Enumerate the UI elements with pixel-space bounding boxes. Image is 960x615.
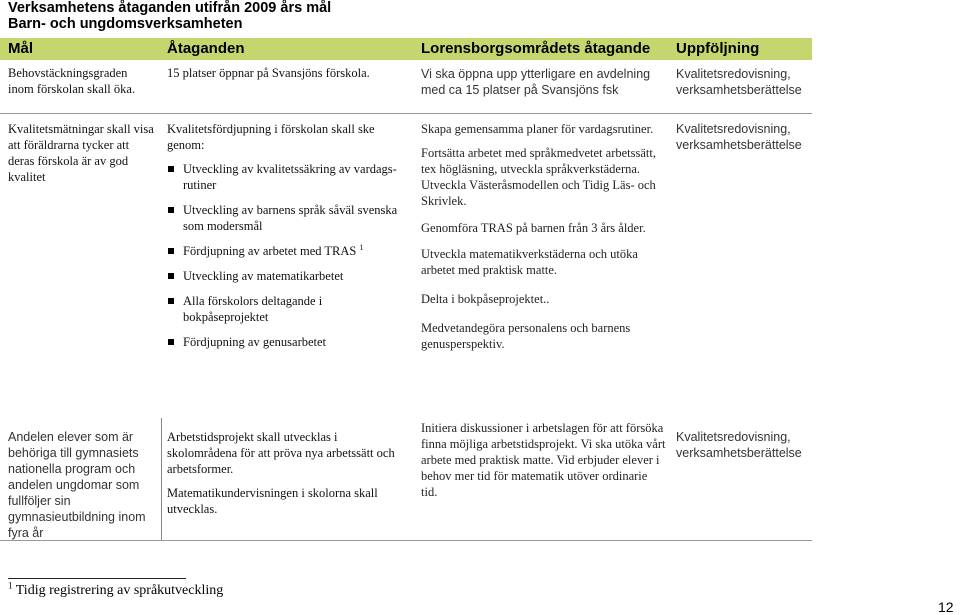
row2-mal: Kvalitetsmätningar skall visa att föräldrarna tycker att deras förskola är av god kvalitet bbox=[8, 122, 154, 184]
row3-omrade: Initiera diskussioner i arbetslagen för att försöka finna möjliga arbetstidsprojekt. Vi ska utöka vårt arbete med praktisk matte. Vid erbjuder elever i behov mer tid för matematik utöver ordinarie tid. bbox=[421, 421, 666, 499]
square-bullet-icon bbox=[168, 166, 174, 172]
row3-ataganden-p2: Matematikundervisningen i skolorna skall utvecklas. bbox=[167, 486, 378, 516]
footnote-number: 1 bbox=[8, 580, 13, 591]
row2-ataganden-intro: Kvalitetsfördjupning i förskolan skall ske genom: bbox=[167, 122, 375, 152]
column-divider bbox=[161, 418, 162, 540]
row2-omrade-p2: Fortsätta arbetet med språkmedvetet arbetssätt, tex högläsning, utveckla språkverkstäderna. Utveckla Västeråsmodellen och Tidig Läs- och Skrivlek. bbox=[421, 146, 656, 208]
header-ataganden: Åtaganden bbox=[167, 40, 245, 57]
footnote-ref: 1 bbox=[359, 242, 364, 252]
square-bullet-icon bbox=[168, 298, 174, 304]
row2-omrade-p1: Skapa gemensamma planer för vardagsrutiner. bbox=[421, 122, 654, 136]
footnote bbox=[8, 580, 408, 599]
row2-omrade-p3: Genomföra TRAS på barnen från 3 års ålder. bbox=[421, 221, 646, 235]
list-item: Fördjupning av arbetet med TRAS $^1$ bbox=[167, 243, 407, 259]
page-number: 12 bbox=[938, 599, 954, 615]
row2-omrade-p5: Delta i bokpåseprojektet.. bbox=[421, 292, 550, 306]
header-omrade: Lorensborgsområdets åtagande bbox=[421, 40, 651, 57]
header-mal: Mål bbox=[8, 40, 34, 57]
header-uppfoljning: Uppföljning bbox=[676, 40, 760, 57]
list-item: Utveckling av barnens språk såväl svenska som modersmål bbox=[167, 202, 407, 234]
footnote-rule bbox=[8, 578, 186, 579]
row-divider bbox=[0, 113, 812, 114]
row3-uppfoljning: Kvalitetsredovisning, verksamhetsberättelse bbox=[676, 430, 802, 460]
row2-omrade-p6: Medvetandegöra personalens och barnens genusperspektiv. bbox=[421, 321, 631, 351]
square-bullet-icon bbox=[168, 339, 174, 345]
square-bullet-icon bbox=[168, 207, 174, 213]
row2-uppfoljning: Kvalitetsredovisning, verksamhetsberättelse bbox=[676, 122, 802, 152]
list-item: Fördjupning av genusarbetet bbox=[167, 334, 407, 350]
table-bottom-rule bbox=[0, 540, 812, 541]
row1-ataganden: 15 platser öppnar på Svansjöns förskola. bbox=[167, 66, 370, 80]
list-item: Utveckling av matematikarbetet bbox=[167, 268, 407, 284]
row3-mal: Andelen elever som är behöriga till gymnasiets nationella program och andelen ungdomar som fullföljer sin gymnasieutbildning inom fyra år bbox=[8, 430, 146, 540]
row1-uppfoljning: Kvalitetsredovisning, verksamhetsberättelse bbox=[676, 67, 802, 97]
square-bullet-icon bbox=[168, 248, 174, 254]
row1-omrade: Vi ska öppna upp ytterligare en avdelning med ca 15 platser på Svansjöns fsk bbox=[421, 67, 651, 97]
row2-omrade-p4: Utveckla matematikverkstäderna och utöka arbetet med praktisk matte. bbox=[421, 247, 638, 277]
row2-omrade bbox=[421, 121, 666, 360]
list-item: Alla förskolors deltagande i bokpåseprojektet bbox=[167, 293, 407, 325]
list-item: Utveckling av kvalitetssäkring av vardags-rutiner bbox=[167, 161, 407, 193]
row2-bullet-list bbox=[167, 161, 407, 350]
row1-mal: Behovstäckningsgraden inom förskolan skall öka. bbox=[8, 66, 136, 96]
row3-ataganden bbox=[167, 429, 407, 517]
document-subtitle: Barn- och ungdomsverksamheten bbox=[8, 16, 243, 32]
row2-ataganden bbox=[167, 121, 407, 359]
footnote-text: Tidig registrering av språkutveckling bbox=[15, 583, 224, 598]
row3-ataganden-p1: Arbetstidsprojekt skall utvecklas i skolområdena för att pröva nya arbetssätt och arbetsformer. bbox=[167, 430, 395, 476]
square-bullet-icon bbox=[168, 273, 174, 279]
document-title: Verksamhetens åtaganden utifrån 2009 års mål bbox=[8, 0, 332, 16]
